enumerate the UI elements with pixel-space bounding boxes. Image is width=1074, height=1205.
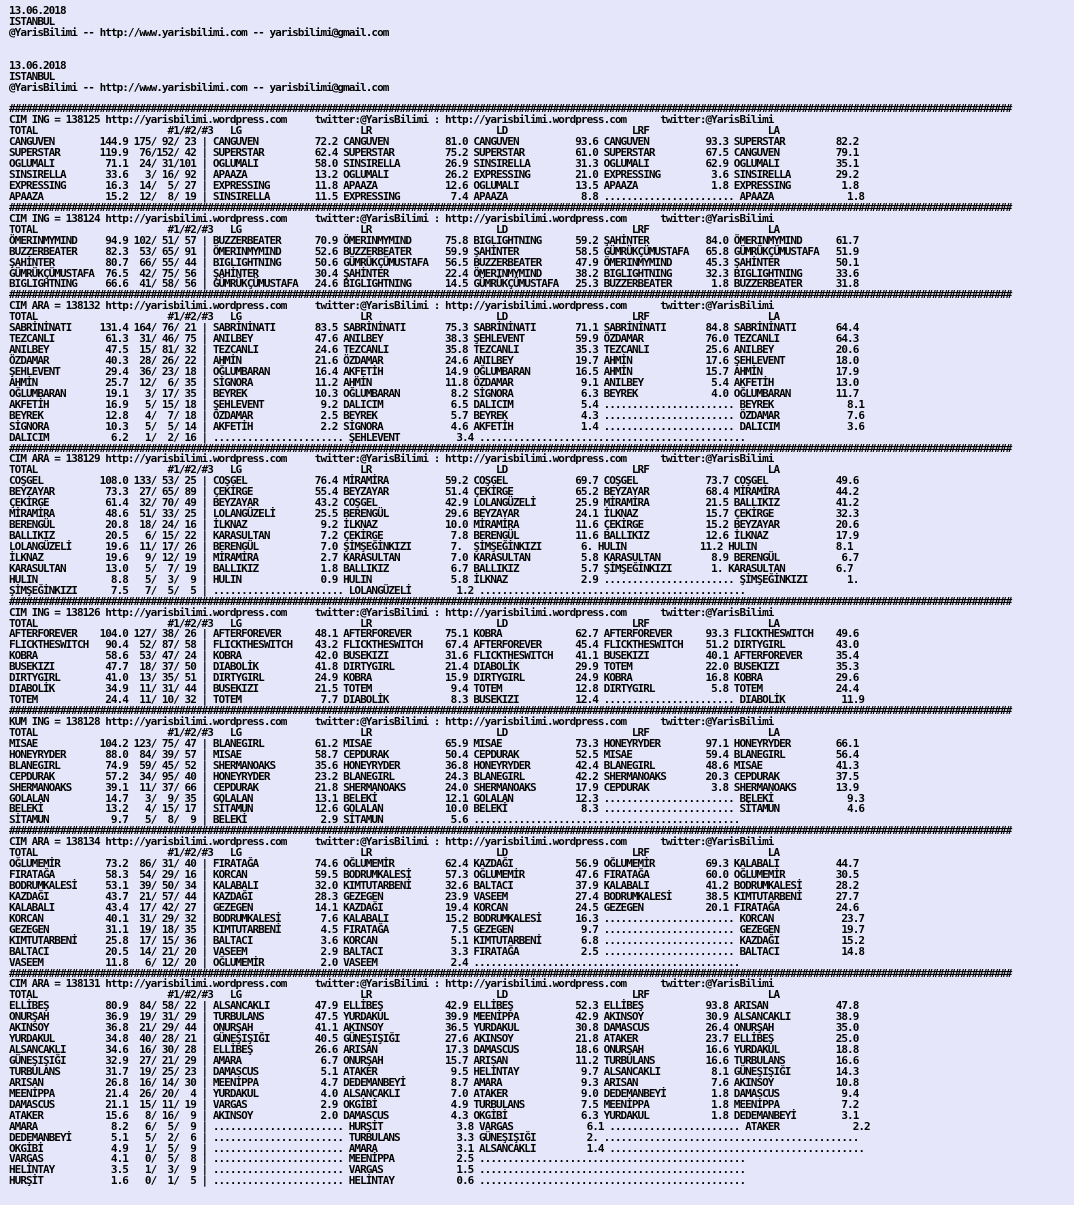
report-line: HONEYRYDER 88.0 84/ 39/ 57 | MISAE 58.7 CEPDURAK 50.4 CEPDURAK 52.5 MISAE 59.4 BLANEGIRL 56.4 bbox=[9, 747, 859, 761]
report-line: ################################################################################################################################################################################# bbox=[9, 200, 1012, 214]
report-line: CANGUVEN 144.9 175/ 92/ 23 | CANGUVEN 72.2 CANGUVEN 81.0 CANGUVEN 93.6 CANGUVEN 93.3 SUPERSTAR 82.2 bbox=[9, 135, 859, 149]
report-line: ################################################################################################################################################################################# bbox=[9, 966, 1012, 980]
report-line bbox=[9, 50, 1011, 61]
report-line: ÇEKİRGE 61.4 32/ 70/ 49 | BEYZAYAR 43.2 COŞGEL 42.9 LOLANGÜZELİ 25.9 MİRAMİRA 21.5 BALLIKIZ 41.2 bbox=[9, 496, 859, 510]
report-line: VASEEM 11.8 6/ 12/ 20 | OĞLUMEMİR 2.0 VASEEM 2.4 ............................................... bbox=[9, 955, 740, 969]
report-line: SİGNORA 10.3 5/ 5/ 14 | AKFETİH 2.2 SİGNORA 4.6 AKFETİH 1.4 ....................... DALICIM 3.6 bbox=[9, 419, 865, 433]
report-line: BELEKİ 13.2 4/ 15/ 17 | SİTAMUN 12.6 GOLALAN 10.0 BELEKİ 8.3 ....................... SİTAMUN 4.6 bbox=[9, 802, 865, 816]
report-line: ################################################################################################################################################################################# bbox=[9, 704, 1012, 717]
report-line: CIM ING = 138126 http://yarisbilimi.wordpress.com twitter:@YarisBilimi : http://yarisbilimi.wordpress.com twitter:@YarisBilimi bbox=[9, 605, 774, 619]
report-line: HELİNTAY 3.5 1/ 3/ 9 | ....................... VARGAS 1.5 ............................................... bbox=[9, 1163, 746, 1177]
report-line: YURDAKUL 34.8 40/ 28/ 21 | GÜNEŞIŞIĞI 40.5 GÜNEŞIŞIĞI 27.6 AKINSOY 21.8 ATAKER 23.7 ELLİBEŞ 25.0 bbox=[9, 1032, 859, 1046]
report-line: DIRTYGIRL 41.0 13/ 35/ 51 | DIRTYGIRL 24.9 KOBRA 15.9 DIRTYGIRL 24.9 KOBRA 16.8 KOBRA 29.6 bbox=[9, 671, 859, 685]
report-line: ################################################################################################################################################################################# bbox=[9, 824, 1012, 838]
report-line: ################################################################################################################################################################################# bbox=[9, 102, 1012, 116]
report-line: DEDEMANBEYİ 5.1 5/ 2/ 6 | ....................... TURBULANS 3.3 GÜNEŞIŞIĞI 2. ............................................. bbox=[9, 1130, 859, 1144]
report-line: SABRİNİNATI 131.4 164/ 76/ 21 | SABRİNİNATI 83.5 SABRİNİNATI 75.3 SABRİNİNATI 71.1 SABRİNİNATI 84.8 SABRİNİNATI 64.4 bbox=[9, 321, 859, 335]
report-line: SINSIRELLA 33.6 3/ 16/ 92 | APAAZA 13.2 OGLUMALI 26.2 EXPRESSING 21.0 EXPRESSING 3.6 SINSIRELLA 29.2 bbox=[9, 168, 859, 182]
report-line: CIM ING = 138124 http://yarisbilimi.wordpress.com twitter:@YarisBilimi : http://yarisbilimi.wordpress.com twitter:@YarisBilimi bbox=[9, 211, 774, 225]
report-line: TOTAL #1/#2/#3 LG LR LD LRF LA bbox=[9, 988, 780, 1002]
report-line: ATAKER 15.6 8/ 16/ 9 | AKINSOY 2.0 DAMASCUS 4.3 OKGİBİ 6.3 YURDAKUL 1.8 DEDEMANBEYİ 3.1 bbox=[9, 1108, 859, 1122]
report-line: ALSANCAKLI 34.6 16/ 30/ 28 | ELLİBEŞ 26.6 ARISAN 17.3 DAMASCUS 18.6 ONURŞAH 16.6 YURDAKUL 18.8 bbox=[9, 1043, 859, 1057]
report-line: CIM ARA = 138131 http://yarisbilimi.wordpress.com twitter:@YarisBilimi : http://yarisbilimi.wordpress.com twitter:@YarisBilimi bbox=[9, 977, 774, 991]
report-line: İLKNAZ 19.6 9/ 12/ 19 | MİRAMİRA 2.7 KARASULTAN 7.0 KARASULTAN 5.8 KARASULTAN 8.9 BERENGÜL 6.7 bbox=[9, 550, 859, 564]
report-line: GOLALAN 14.7 3/ 9/ 35 | GOLALAN 13.1 BELEKİ 12.1 GOLALAN 12.3 ....................... BELEKİ 9.3 bbox=[9, 791, 865, 805]
report-line: ARISAN 26.8 16/ 14/ 30 | MEENİPPA 4.7 DEDEMANBEYİ 8.7 AMARA 9.3 ARISAN 7.6 AKINSOY 10.8 bbox=[9, 1075, 859, 1089]
report-line: ŞİMŞEĞİNKIZI 7.5 7/ 5/ 5 | ....................... LOLANGÜZELİ 1.2 ............................................... bbox=[9, 583, 746, 597]
report-line: MEENİPPA 21.4 26/ 20/ 4 | YURDAKUL 4.0 ALSANCAKLI 7.0 ATAKER 9.0 DEDEMANBEYİ 1.8 DAMASCUS 9.4 bbox=[9, 1086, 859, 1100]
report-line: AFTERFOREVER 104.0 127/ 38/ 26 | AFTERFOREVER 48.1 AFTERFOREVER 75.1 KOBRA 62.7 AFTERFOREVER 93.3 FLICKTHESWITCH 49.6 bbox=[9, 627, 859, 641]
report-line: 13.06.2018 bbox=[9, 4, 66, 17]
report-line: SHERMANOAKS 39.1 11/ 37/ 66 | CEPDURAK 21.8 SHERMANOAKS 24.0 SHERMANOAKS 17.9 CEPDURAK 3.8 SHERMANOAKS 13.9 bbox=[9, 780, 859, 794]
report-line: TEZCANLI 61.3 31/ 46/ 75 | ANILBEY 47.6 ANILBEY 38.3 ŞEHLEVENT 59.9 ÖZDAMAR 76.0 TEZCANLI 64.3 bbox=[9, 332, 859, 346]
report-line: KARASULTAN 13.0 5/ 7/ 19 | BALLIKIZ 1.8 BALLIKIZ 6.7 BALLIKIZ 5.7 ŞİMŞEĞİNKIZI 1. KARASULTAN 6.7 bbox=[9, 561, 853, 575]
report-line: TOTEM 24.4 11/ 10/ 32 | TOTEM 7.7 DIABOLİK 8.3 BUSEKIZI 12.4 ....................... DIABOLİK 11.9 bbox=[9, 693, 865, 707]
report-line: KORCAN 40.1 31/ 29/ 32 | BODRUMKALESİ 7.6 KALABALI 15.2 BODRUMKALESİ 16.3 ....................... KORCAN 23.7 bbox=[9, 911, 865, 925]
report-line: BUZZERBEATER 82.3 53/ 65/ 91 | ÖMERINMYMIND 52.6 BUZZERBEATER 59.9 ŞAHİNTER 58.5 GÜMRÜKÇÜMUSTAFA 65.8 GÜMRÜKÇÜMUSTAFA 51.9 bbox=[9, 244, 859, 258]
report-line: AHMİN 25.7 12/ 6/ 35 | SİGNORA 11.2 AHMİN 11.8 ÖZDAMAR 9.1 ANILBEY 5.4 AKFETİH 13.0 bbox=[9, 375, 859, 389]
report-line: HULIN 8.8 5/ 3/ 9 | HULIN 0.9 HULIN 5.8 İLKNAZ 2.9 ....................... ŞİMŞEĞİNKIZI 1. bbox=[9, 572, 859, 586]
report-line: ANILBEY 47.5 15/ 81/ 32 | TEZCANLI 24.6 TEZCANLI 35.8 TEZCANLI 35.3 TEZCANLI 25.6 ANILBEY 20.6 bbox=[9, 343, 859, 357]
report-line: DALICIM 6.2 1/ 2/ 16 | ....................... ŞEHLEVENT 3.4 ............................................... bbox=[9, 430, 746, 444]
report-line: TOTAL #1/#2/#3 LG LR LD LRF LA bbox=[9, 124, 780, 138]
report-line: FLICKTHESWITCH 90.4 52/ 87/ 58 | FLICKTHESWITCH 43.2 FLICKTHESWITCH 67.4 AFTERFOREVER 45.4 FLICKTHESWITCH 51.2 DIRTYGIRL 43.0 bbox=[9, 638, 859, 652]
report-line: BLANEGIRL 74.9 59/ 45/ 52 | SHERMANOAKS 35.6 HONEYRYDER 36.8 HONEYRYDER 42.4 BLANEGIRL 48.6 MISAE 41.3 bbox=[9, 758, 859, 772]
report-line: APAAZA 15.2 12/ 8/ 19 | SINSIRELLA 11.5 EXPRESSING 7.4 APAAZA 8.8 ....................... APAAZA 1.8 bbox=[9, 189, 865, 203]
report-line: OGLUMALI 71.1 24/ 31/101 | OGLUMALI 58.0 SINSIRELLA 26.9 SINSIRELLA 31.3 OGLUMALI 62.9 OGLUMALI 35.1 bbox=[9, 157, 859, 171]
report-line: BEYZAYAR 73.3 27/ 65/ 89 | ÇEKİRGE 55.4 BEYZAYAR 51.4 ÇEKİRGE 65.2 BEYZAYAR 68.4 MİRAMİRA 44.2 bbox=[9, 485, 859, 499]
report-line: TOTAL #1/#2/#3 LG LR LD LRF LA bbox=[9, 222, 780, 236]
report-line: ÖMERINMYMIND 94.9 102/ 51/ 57 | BUZZERBEATER 70.9 ÖMERINMYMIND 75.8 BIGLIGHTNING 59.2 ŞAHİNTER 84.0 ÖMERINMYMIND 61.7 bbox=[9, 233, 859, 247]
report-line: ISTANBUL bbox=[9, 14, 55, 28]
report-line: TOTAL #1/#2/#3 LG LR LD LRF LA bbox=[9, 463, 780, 477]
report-line: @YarisBilimi -- http://www.yarisbilimi.com -- yarisbilimi@gmail.com bbox=[9, 25, 389, 39]
report-line: BODRUMKALESİ 53.1 39/ 50/ 34 | KALABALI 32.0 KIMTUTARBENİ 32.6 BALTACI 37.9 KALABALI 41.2 BODRUMKALESİ 28.2 bbox=[9, 879, 859, 892]
report-line: ÖZDAMAR 40.3 28/ 26/ 22 | AHMİN 21.6 ÖZDAMAR 24.6 ANILBEY 19.7 AHMİN 17.6 ŞEHLEVENT 18.0 bbox=[9, 354, 859, 367]
report-line: BALLIKIZ 20.5 6/ 15/ 22 | KARASULTAN 7.2 ÇEKİRGE 7.8 BERENGÜL 11.6 BALLIKIZ 12.6 İLKNAZ 17.9 bbox=[9, 529, 859, 542]
report-line: LOLANGÜZELİ 19.6 11/ 17/ 26 | BERENGÜL 7.0 ŞİMŞEĞİNKIZI 7. ŞİMŞEĞİNKIZI 6. HULIN 11.2 HULIN 8.1 bbox=[9, 539, 853, 553]
report-line: OĞLUMBARAN 19.1 3/ 17/ 35 | BEYREK 10.3 OĞLUMBARAN 8.2 SİGNORA 6.3 BEYREK 4.0 OĞLUMBARAN 11.7 bbox=[9, 386, 859, 400]
report-line: ################################################################################################################################################################################# bbox=[9, 594, 1012, 608]
report-line: MİRAMİRA 48.6 51/ 33/ 25 | LOLANGÜZELİ 25.5 BERENGÜL 29.6 BEYZAYAR 24.1 İLKNAZ 15.7 ÇEKİRGE 32.3 bbox=[9, 507, 859, 521]
report-line: SİTAMUN 9.7 5/ 8/ 9 | BELEKİ 2.9 SİTAMUN 5.6 ............................................... bbox=[9, 813, 740, 827]
report-line: CEPDURAK 57.2 34/ 95/ 40 | HONEYRYDER 23.2 BLANEGIRL 24.3 BLANEGIRL 42.2 SHERMANOAKS 20.3 CEPDURAK 37.5 bbox=[9, 769, 859, 783]
report-line: MISAE 104.2 123/ 75/ 47 | BLANEGIRL 61.2 MISAE 65.9 MISAE 73.3 HONEYRYDER 97.1 HONEYRYDER 66.1 bbox=[9, 736, 859, 750]
report-line: ################################################################################################################################################################################# bbox=[9, 288, 1012, 302]
report-line: BEYREK 12.8 4/ 7/ 18 | ÖZDAMAR 2.5 BEYREK 5.7 BEYREK 4.3 ....................... ÖZDAMAR 7.6 bbox=[9, 408, 865, 422]
report-line: FIRATAĞA 58.3 54/ 29/ 16 | KORCAN 59.5 BODRUMKALESİ 57.3 OĞLUMEMİR 47.6 FIRATAĞA 60.0 OĞLUMEMİR 30.5 bbox=[9, 868, 859, 882]
report-line: TOTAL #1/#2/#3 LG LR LD LRF LA bbox=[9, 846, 780, 860]
report-line: ONURŞAH 36.9 19/ 31/ 29 | TURBULANS 47.5 YURDAKUL 39.9 MEENİPPA 42.9 AKINSOY 30.9 ALSANCAKLI 38.9 bbox=[9, 1010, 859, 1024]
report-line: GEZEGEN 31.1 19/ 18/ 35 | KIMTUTARBENİ 4.5 FIRATAĞA 7.5 GEZEGEN 9.7 ....................... GEZEGEN 19.7 bbox=[9, 922, 865, 936]
report-line: CIM ARA = 138132 http://yarisbilimi.wordpress.com twitter:@YarisBilimi : http://yarisbilimi.wordpress.com twitter:@YarisBilimi bbox=[9, 299, 774, 313]
report-line: CIM ING = 138125 http://yarisbilimi.wordpress.com twitter:@YarisBilimi : http://yarisbilimi.wordpress.com twitter:@YarisBilimi bbox=[9, 113, 774, 127]
report-line: BALTACI 20.5 14/ 21/ 20 | VASEEM 2.9 BALTACI 3.3 FIRATAĞA 2.5 ....................... BALTACI 14.8 bbox=[9, 944, 865, 958]
report-line bbox=[9, 39, 1011, 50]
report-line: GÜMRÜKÇÜMUSTAFA 76.5 42/ 75/ 56 | ŞAHİNTER 30.4 ŞAHİNTER 22.4 ÖMERINMYMIND 38.2 BIGLIGHTNING 32.3 BIGLIGHTNING 33.6 bbox=[9, 266, 859, 280]
report-line: DAMASCUS 21.1 15/ 11/ 19 | VARGAS 2.9 OKGİBİ 4.9 TURBULANS 7.5 MEENİPPA 1.8 MEENİPPA 7.2 bbox=[9, 1097, 859, 1111]
report-line: GÜNEŞIŞIĞI 32.9 27/ 21/ 29 | AMARA 6.7 ONURŞAH 15.7 ARISAN 11.2 TURBULANS 16.6 TURBULANS 16.6 bbox=[9, 1054, 859, 1067]
report-line: TOTAL #1/#2/#3 LG LR LD LRF LA bbox=[9, 310, 780, 324]
report-line: BIGLIGHTNING 66.6 41/ 58/ 56 | GÜMRÜKÇÜMUSTAFA 24.6 BIGLIGHTNING 14.5 GÜMRÜKÇÜMUSTAFA 25.3 BUZZERBEATER 1.8 BUZZERBEATER 31.8 bbox=[9, 277, 859, 291]
report-line: TOTAL #1/#2/#3 LG LR LD LRF LA bbox=[9, 725, 780, 739]
report-line: TOTAL #1/#2/#3 LG LR LD LRF LA bbox=[9, 616, 780, 630]
report-line: CIM ARA = 138129 http://yarisbilimi.wordpress.com twitter:@YarisBilimi : http://yarisbilimi.wordpress.com twitter:@YarisBilimi bbox=[9, 452, 774, 466]
report-line: @YarisBilimi -- http://www.yarisbilimi.com -- yarisbilimi@gmail.com bbox=[9, 80, 389, 94]
report-line: ŞEHLEVENT 29.4 36/ 23/ 18 | OĞLUMBARAN 16.4 AKFETİH 14.9 OĞLUMBARAN 16.5 AHMİN 15.7 AHMİN 17.9 bbox=[9, 364, 859, 378]
report-line: OKGİBİ 4.9 1/ 5/ 9 | ....................... AMARA 3.1 ALSANCAKLI 1.4 ............................................. bbox=[9, 1141, 865, 1155]
report-line: KOBRA 58.6 53/ 47/ 24 | KOBRA 42.0 BUSEKIZI 31.6 FLICKTHESWITCH 41.1 BUSEKIZI 40.1 AFTERFOREVER 35.4 bbox=[9, 649, 859, 663]
report-line: TURBULANS 31.7 19/ 25/ 23 | DAMASCUS 5.1 ATAKER 9.5 HELİNTAY 9.7 ALSANCAKLI 8.1 GÜNEŞIŞIĞI 14.3 bbox=[9, 1064, 859, 1078]
report-line: CIM ARA = 138134 http://yarisbilimi.wordpress.com twitter:@YarisBilimi : http://yarisbilimi.wordpress.com twitter:@YarisBilimi bbox=[9, 835, 774, 849]
report-line: DIABOLİK 34.9 11/ 31/ 44 | BUSEKIZI 21.5 TOTEM 9.4 TOTEM 12.8 DIRTYGIRL 5.8 TOTEM 24.4 bbox=[9, 682, 859, 696]
report-line: AMARA 8.2 6/ 5/ 9 | ....................... HURŞİT 3.8 VARGAS 6.1 ....................... ATAKER 2.2 bbox=[9, 1119, 870, 1133]
report-line: AKINSOY 36.8 21/ 29/ 44 | ONURŞAH 41.1 AKINSOY 36.5 YURDAKUL 30.8 DAMASCUS 26.4 ONURŞAH 35.0 bbox=[9, 1021, 859, 1035]
report-line: VARGAS 4.1 0/ 5/ 8 | ....................... MEENİPPA 2.5 ............................................... bbox=[9, 1152, 746, 1166]
report-line: HURŞİT 1.6 0/ 1/ 5 | ....................... HELİNTAY 0.6 ............................................... bbox=[9, 1174, 746, 1188]
report-line: OĞLUMEMİR 73.2 86/ 31/ 40 | FIRATAĞA 74.6 OĞLUMEMİR 62.4 KAZDAĞI 56.9 OĞLUMEMİR 69.3 KALABALI 44.7 bbox=[9, 857, 859, 871]
report-line: BERENGÜL 20.8 18/ 24/ 16 | İLKNAZ 9.2 İLKNAZ 10.0 MİRAMİRA 11.6 ÇEKİRGE 15.2 BEYZAYAR 20.6 bbox=[9, 518, 859, 532]
report-line: SUPERSTAR 119.9 76/152/ 42 | SUPERSTAR 62.4 SUPERSTAR 75.2 SUPERSTAR 61.0 SUPERSTAR 67.5 CANGUVEN 79.1 bbox=[9, 146, 859, 160]
report-line: ISTANBUL bbox=[9, 69, 55, 83]
report-line: ################################################################################################################################################################################# bbox=[9, 441, 1012, 455]
report-line: ELLİBEŞ 80.9 84/ 58/ 22 | ALSANCAKLI 47.9 ELLİBEŞ 42.9 ELLİBEŞ 52.3 ELLİBEŞ 93.8 ARISAN 47.8 bbox=[9, 999, 859, 1013]
report-line: BUSEKIZI 47.7 18/ 37/ 50 | DIABOLİK 41.8 DIRTYGIRL 21.4 DIABOLİK 29.9 TOTEM 22.0 BUSEKIZI 35.3 bbox=[9, 660, 859, 674]
report-line: 13.06.2018 bbox=[9, 58, 66, 72]
report-line: KALABALI 43.4 17/ 42/ 27 | GEZEGEN 14.1 KAZDAĞI 19.4 KORCAN 24.5 GEZEGEN 20.1 FIRATAĞA 24.6 bbox=[9, 900, 859, 914]
report-document bbox=[9, 6, 1011, 1187]
report-line: KIMTUTARBENİ 25.8 17/ 15/ 36 | BALTACI 3.6 KORCAN 5.1 KIMTUTARBENİ 6.8 ....................... KAZDAĞI 15.2 bbox=[9, 933, 865, 947]
report-line: COŞGEL 108.0 133/ 53/ 25 | COŞGEL 76.4 MİRAMİRA 59.2 COŞGEL 69.7 COŞGEL 73.7 COŞGEL 49.6 bbox=[9, 474, 859, 488]
report-line: KUM ING = 138128 http://yarisbilimi.wordpress.com twitter:@YarisBilimi : http://yarisbilimi.wordpress.com twitter:@YarisBilimi bbox=[9, 714, 774, 728]
report-line: EXPRESSING 16.3 14/ 5/ 27 | EXPRESSING 11.8 APAAZA 12.6 OGLUMALI 13.5 APAAZA 1.8 EXPRESSING 1.8 bbox=[9, 179, 859, 192]
report-line: KAZDAĞI 43.7 21/ 57/ 44 | KAZDAĞI 28.3 GEZEGEN 23.9 VASEEM 27.4 BODRUMKALESİ 38.5 KIMTUTARBENİ 27.7 bbox=[9, 889, 859, 903]
report-line: ŞAHİNTER 80.7 66/ 55/ 44 | BIGLIGHTNING 50.6 GÜMRÜKÇÜMUSTAFA 56.5 BUZZERBEATER 47.9 ÖMERINMYMIND 45.3 ŞAHİNTER 50.1 bbox=[9, 255, 859, 269]
report-line: AKFETİH 16.9 5/ 15/ 18 | ŞEHLEVENT 9.2 DALICIM 6.5 DALICIM 5.4 ....................... BEYREK 8.1 bbox=[9, 397, 865, 411]
